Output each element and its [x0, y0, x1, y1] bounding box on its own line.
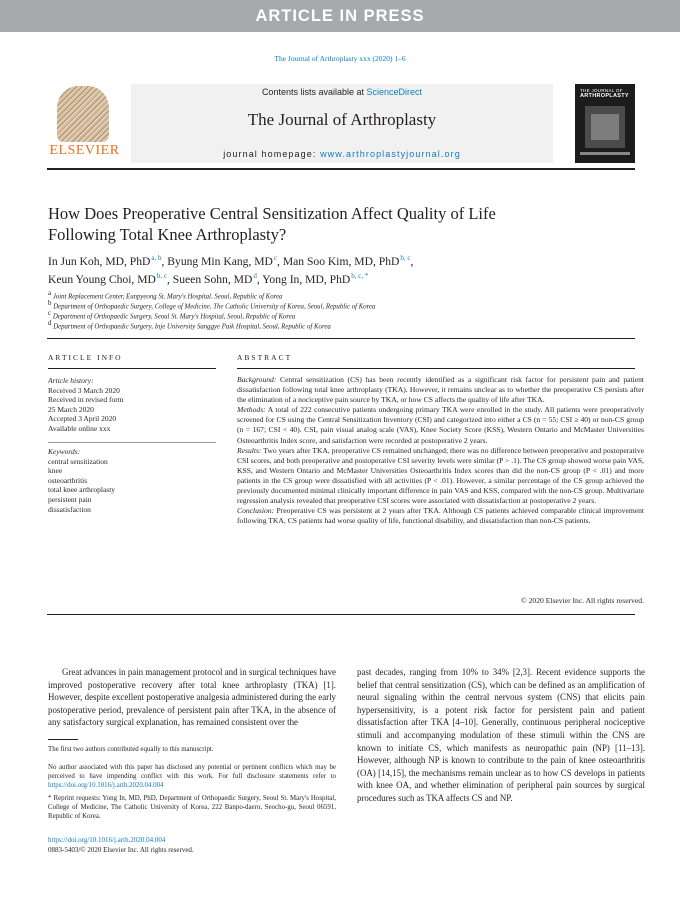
footnote-reprint: * Reprint requests: Yong In, MD, PhD, Department of Orthopaedic Surgery, Seoul St. Mary's Hospital, College of Medicine, The Catholic University of Korea, 222 Banpo-daero, Seocho-gu, Seoul 06591, Republic of Korea. [48, 795, 336, 821]
author-affil-sup[interactable]: b, c [156, 272, 167, 281]
article-info-heading: ARTICLE INFO [48, 353, 123, 362]
author-name[interactable]: Man Soo Kim, MD, PhD [282, 254, 400, 268]
publisher-logo-text: ELSEVIER [49, 143, 120, 158]
journal-masthead [131, 84, 553, 163]
article-title [48, 203, 628, 245]
history-label: Article history: [48, 376, 94, 385]
history-item: Available online xxx [48, 423, 111, 433]
title-line1: How Does Preoperative Central Sensitization Affect Quality of Life [48, 204, 496, 223]
keyword: knee [48, 466, 63, 476]
history-item: 25 March 2020 [48, 404, 94, 414]
affiliation: $^c$ Department of Orthopaedic Surgery, Seoul St. Mary's Hospital, Seoul, Republic of Korea [48, 309, 296, 321]
keyword: total knee arthroplasty [48, 485, 116, 495]
contents-line [131, 87, 553, 97]
keyword: central sensitization [48, 456, 108, 466]
abstract-results: Results: Two years after TKA, preoperative CS remained unchanged; there was no difference between preoperative and postoperative CSI scores, and both preoperative and postoperative CSI severity levels were similar (P > .1). The CS group showed worse pain VAS, KSS, and Western Ontario and McMaster Universities Osteoarthritis Index scores than did the non-CS group (P < .01) and more patients in the CS group were dissatisfied with all activities (P < .01). However, a similar percentage of the CS group achieved the previously documented minimal clinically important difference in pain VAS and KSS, compared with the non-CS group. Multivariate regression analysis revealed that preoperative CSI scores were associated with dissatisfaction at postoperative 2 years. [237, 445, 644, 506]
article-history [48, 376, 218, 434]
author-affil-sup[interactable]: b, c, * [351, 272, 369, 281]
homepage-line [131, 149, 553, 159]
journal-cover-thumbnail[interactable] [575, 84, 635, 163]
abstract-methods: Methods: A total of 222 consecutive patients undergoing primary TKA were enrolled in the study. All patients were preoperatively screened for CS using the Central Sensitization Inventory (CSI) and categorized into either a CS (n = 55; CSI ≥ 40) or non-CS group (n = 167; CSI < 40). CSI, pain visual analog scale (VAS), Knee Society Score (KSS), Western Ontario and McMaster Universities Osteoarthritis Index score, and satisfaction were recorded at postoperative 2 years. [237, 405, 644, 445]
history-item: Received 3 March 2020 [48, 385, 120, 395]
abstract-rule [237, 368, 635, 369]
abstract-conclusion: Conclusion: Preoperative CS was persistent at 2 years after TKA. Although CS patients achieved comparable clinical improvement following TKA, CS patients had worse quality of life, functional disability, and dissatisfaction than non-CS patients. [237, 506, 644, 526]
journal-title: The Journal of Arthroplasty [247, 110, 437, 129]
cover-line2: ARTHROPLASTY [580, 92, 629, 99]
cover-image [585, 106, 625, 148]
keyword: persistent pain [48, 494, 92, 504]
affiliation: $^d$ Department of Orthopaedic Surgery, Inje University Sanggye Paik Hospital, Seoul, Republic of Korea [48, 319, 331, 331]
abstract-heading: ABSTRACT [237, 353, 293, 362]
footnote-conflict: No author associated with this paper has disclosed any potential or pertinent conflicts which may be perceived to have impending conflict with this work. For full disclosure statements refer to https://doi.org/10.1016/j.arth.2020.04.004 [48, 764, 336, 790]
history-item: Received in revised form [48, 395, 124, 405]
author-affil-sup[interactable]: b, c [400, 254, 411, 262]
abstract-bottom-rule [47, 614, 635, 615]
abstract-copyright: © 2020 Elsevier Inc. All rights reserved. [520, 596, 644, 605]
keyword: dissatisfaction [48, 504, 91, 514]
body-paragraph-right: past decades, ranging from 10% to 34% [2,3]. Recent evidence supports the belief that central sensitization (CS), which can be defined as an amplification of neural signaling within the central nervous system (CNS) that elicits pain hypersensitivity, is a potent risk factor for persistent pain and patient dissatisfaction after TKA [4–10]. Generally, continuous peripheral nociceptive stimuli and accompanying modulation of these stimuli within the CNS are known to initiate CS, which manifests as neuropathic pain (NP) [11–13]. However, although NP is known to contribute to the pain of knee osteoarthritis (OA) [14,15], the mechanisms remain unclear as to how CS develops in patients with knee OA, and whether elimination of peripheral pain sources by surgical procedures such as TKA affects CS and NP. [357, 667, 645, 803]
footnote-rule [48, 739, 78, 740]
keywords-label: Keywords: [48, 447, 81, 456]
author-affil-sup[interactable]: c [273, 254, 278, 262]
sciencedirect-link[interactable]: ScienceDirect [366, 87, 423, 97]
elsevier-logo[interactable] [47, 86, 122, 161]
homepage-prefix: journal homepage: [223, 149, 317, 159]
author-name[interactable]: Yong In, MD, PhD [262, 273, 351, 287]
journal-homepage-link[interactable]: www.arthroplastyjournal.org [320, 149, 461, 159]
article-info-rule [48, 368, 216, 369]
masthead-divider [47, 168, 635, 170]
keywords [48, 447, 218, 514]
affiliation: $^a$ Joint Replacement Center, Eunpyeong St. Mary's Hospital, Seoul, Republic of Korea [48, 289, 283, 301]
header-divider [47, 338, 635, 339]
journal-reference[interactable]: The Journal of Arthroplasty xxx (2020) 1–6 [274, 54, 406, 63]
history-item: Accepted 3 April 2020 [48, 414, 117, 424]
cover-footer-bar [580, 152, 630, 155]
abstract-background: Background: Central sensitization (CS) has been recently identified as a significant risk factor for persistent pain and patient dissatisfaction following total knee arthroplasty (TKA). However, it remains unclear as to whether the preoperative CS persists after the elimination of a nociceptive pain source by TKA, or how CS affects the quality of life after TKA. [237, 375, 644, 405]
author-name[interactable]: Keun Young Choi, MD [48, 273, 156, 287]
conflict-disclosure-link[interactable]: https://doi.org/10.1016/j.arth.2020.04.004 [48, 782, 164, 790]
contents-prefix: Contents lists available at [261, 87, 364, 97]
author-name[interactable]: Sueen Sohn, MD [172, 273, 253, 287]
keywords-rule [48, 442, 216, 443]
author-name[interactable]: In Jun Koh, MD, PhD [48, 254, 151, 268]
title-line2: Following Total Knee Arthroplasty? [48, 225, 287, 244]
cover-line1: THE JOURNAL OF [580, 88, 623, 93]
doi-link[interactable]: https://doi.org/10.1016/j.arth.2020.04.004 [48, 836, 166, 844]
author-affil-sup[interactable]: d [253, 272, 257, 281]
affiliation: $^b$ Department of Orthopaedic Surgery, College of Medicine, The Catholic University of Korea, Seoul, Republic of Korea [48, 299, 376, 311]
elsevier-tree-icon [57, 86, 109, 142]
issn-line: 0883-5403/© 2020 Elsevier Inc. All rights reserved. [48, 846, 194, 854]
body-paragraph-left: Great advances in pain management protocol and in surgical techniques have improved postoperative recovery after total knee arthroplasty (TKA) [1]. However, despite excellent postoperative analgesia administered during the early postoperative period, prevalence of persistent pain after TKA, in the absence of any satisfactory surgical explanation, has remained consistent over the [48, 667, 336, 728]
footnote-equal-contribution: The first two authors contributed equally to this manuscript. [48, 746, 214, 753]
article-in-press-banner: ARTICLE IN PRESS [0, 0, 680, 32]
author-affil-sup[interactable]: a, b [151, 254, 162, 262]
cover-title [580, 88, 630, 99]
keyword: osteoarthritis [48, 475, 88, 485]
author-list: In Jun Koh, MD, PhD $^{a, b}$, Byung Min Kang, MD $^c$, Man Soo Kim, MD, PhD $^{b, c}$, Keun Young Choi, MD $^{b, c}$, Sueen Sohn, MD $^d$, Yong In, MD, PhD $^{b, c, *}$ [48, 254, 414, 287]
abstract-body [237, 375, 644, 526]
author-name[interactable]: Byung Min Kang, MD [167, 254, 273, 268]
